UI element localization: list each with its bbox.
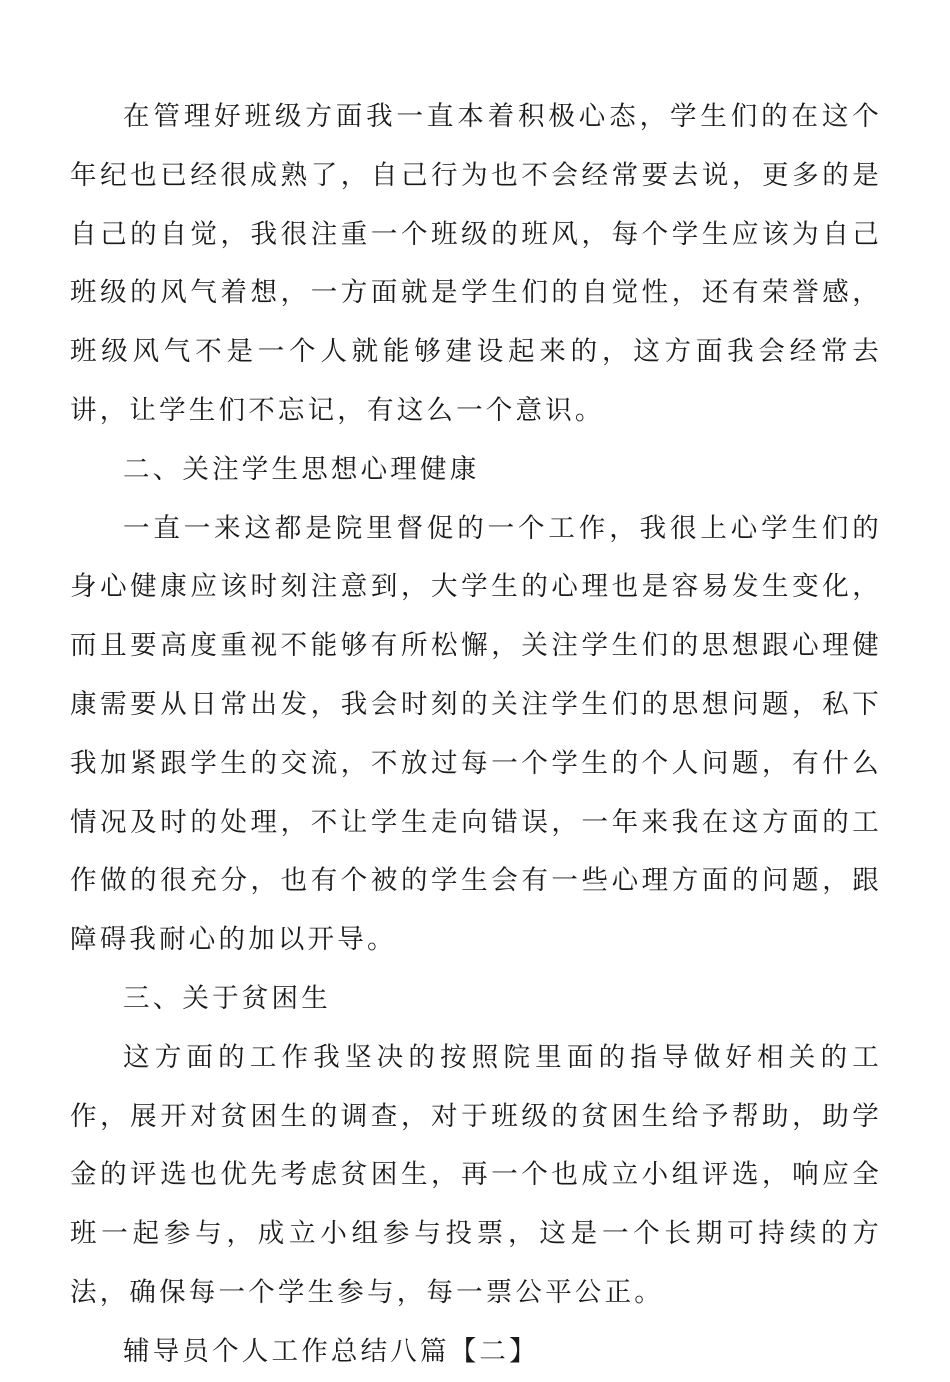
paragraph-class-management: 在管理好班级方面我一直本着积极心态，学生们的在这个年纪也已经很成熟了，自己行为也不会经常要去说，更多的是自己的自觉，我很注重一个班级的班风，每个学生应该为自己班级的风气着想，一方面就是学生们的自觉性，还有荣誉感，班级风气不是一个人就能够建设起来的，这方面我会经常去讲，让学生们不忘记，有这么一个意识。 xyxy=(70,101,882,426)
article-title-part-two: 辅导员个人工作总结八篇【二】 xyxy=(123,1335,539,1367)
paragraph-mental-health: 一直一来这都是院里督促的一个工作，我很上心学生们的身心健康应该时刻注意到，大学生的心理也是容易发生变化，而且要高度重视不能够有所松懈，关注学生们的思想跟心理健康需要从日常出发，我会时刻的关注学生们的思想问题，私下我加紧跟学生的交流，不放过每一个学生的个人问题，有什么情况及时的处理，不让学生走向错误，一年来我在这方面的工作做的很充分，也有个被的学生会有一些心理方面的问题，跟障碍我耐心的加以开导。 xyxy=(70,512,882,956)
section-heading-poor-students: 三、关于贫困生 xyxy=(123,982,331,1014)
paragraph-poor-students: 这方面的工作我坚决的按照院里面的指导做好相关的工作，展开对贫困生的调查，对于班级的贫困生给予帮助，助学金的评选也优先考虑贫困生，再一个也成立小组评选，响应全班一起参与，成立小组参与投票，这是一个长期可持续的方法，确保每一个学生参与，每一票公平公正。 xyxy=(70,1041,882,1308)
section-heading-mental-health: 二、关注学生思想心理健康 xyxy=(123,453,480,485)
document-body xyxy=(70,88,882,1382)
